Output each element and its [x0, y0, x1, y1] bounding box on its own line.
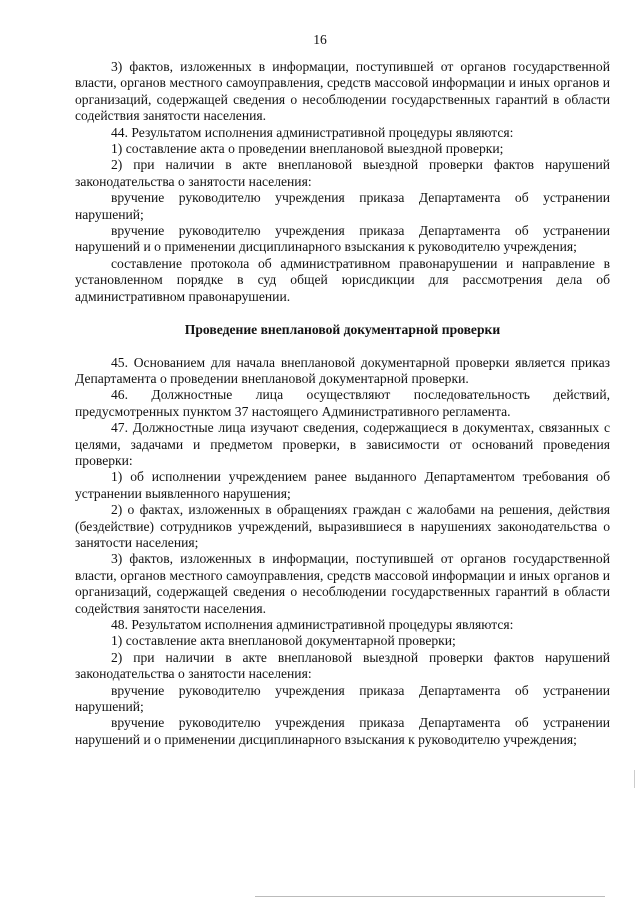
scan-artifact-mark: [634, 770, 635, 788]
paragraph: вручение руководителю учреждения приказа Департамента об устранении нарушений и о применении дисциплинарного взыскания к руководителю учреждения;: [75, 223, 610, 255]
paragraph: вручение руководителю учреждения приказа Департамента об устранении нарушений;: [75, 190, 610, 222]
paragraph: 3) фактов, изложенных в информации, поступившей от органов государственной власти, органов местного самоуправления, средств массовой информации и иных органов и организаций, содержащей сведения о несоблюдении государственных гарантий в области содействия занятости населения.: [75, 551, 610, 616]
paragraph: вручение руководителю учреждения приказа Департамента об устранении нарушений;: [75, 682, 610, 715]
paragraph: 1) составление акта о проведении внеплановой выездной проверки;: [111, 141, 504, 157]
section-heading: Проведение внеплановой документарной проверки: [184, 322, 501, 338]
paragraph: 45. Основанием для начала внеплановой документарной проверки является приказ Департамента о проведении внеплановой документарной проверки.: [75, 354, 610, 386]
paragraph: 1) составление акта внеплановой документарной проверки;: [111, 633, 456, 649]
paragraph: 2) при наличии в акте внеплановой выездной проверки фактов нарушений законодательства о занятости населения:: [75, 157, 610, 189]
paragraph: 47. Должностные лица изучают сведения, содержащиеся в документах, связанных с целями, задачами и предметом проверки, в зависимости от оснований проведения проверки:: [75, 420, 610, 468]
paragraph: 2) о фактах, изложенных в обращениях граждан с жалобами на решения, действия (бездействие) сотрудников учреждений, выразившиеся в нарушениях законодательства о занятости населения;: [75, 502, 610, 550]
document-body: [75, 59, 610, 748]
paragraph: 48. Результатом исполнения административной процедуры являются:: [111, 617, 514, 632]
paragraph: составление протокола об административном правонарушении и направление в установленном порядке в суд общей юрисдикции для рассмотрения дела об административном правонарушении.: [75, 255, 610, 304]
paragraph: 3) фактов, изложенных в информации, поступившей от органов государственной власти, органов местного самоуправления, средств массовой информации и иных органов и организаций, содержащей сведения о несоблюдении государственных гарантий в области содействия занятости населения.: [75, 59, 610, 124]
scan-bottom-line: [255, 896, 605, 897]
paragraph: 1) об исполнении учреждением ранее выданного Департаментом требования об устранении выявленного нарушения;: [75, 469, 610, 501]
paragraph: 46. Должностные лица осуществляют последовательность действий, предусмотренных пунктом 37 настоящего Административного регламента.: [75, 387, 610, 419]
paragraph: 2) при наличии в акте внеплановой выездной проверки фактов нарушений законодательства о занятости населения:: [75, 649, 610, 682]
page-number: 16: [313, 32, 327, 47]
paragraph: 44. Результатом исполнения административной процедуры являются:: [111, 124, 514, 140]
paragraph: вручение руководителю учреждения приказа Департамента об устранении нарушений и о применении дисциплинарного взыскания к руководителю учреждения;: [75, 715, 610, 747]
